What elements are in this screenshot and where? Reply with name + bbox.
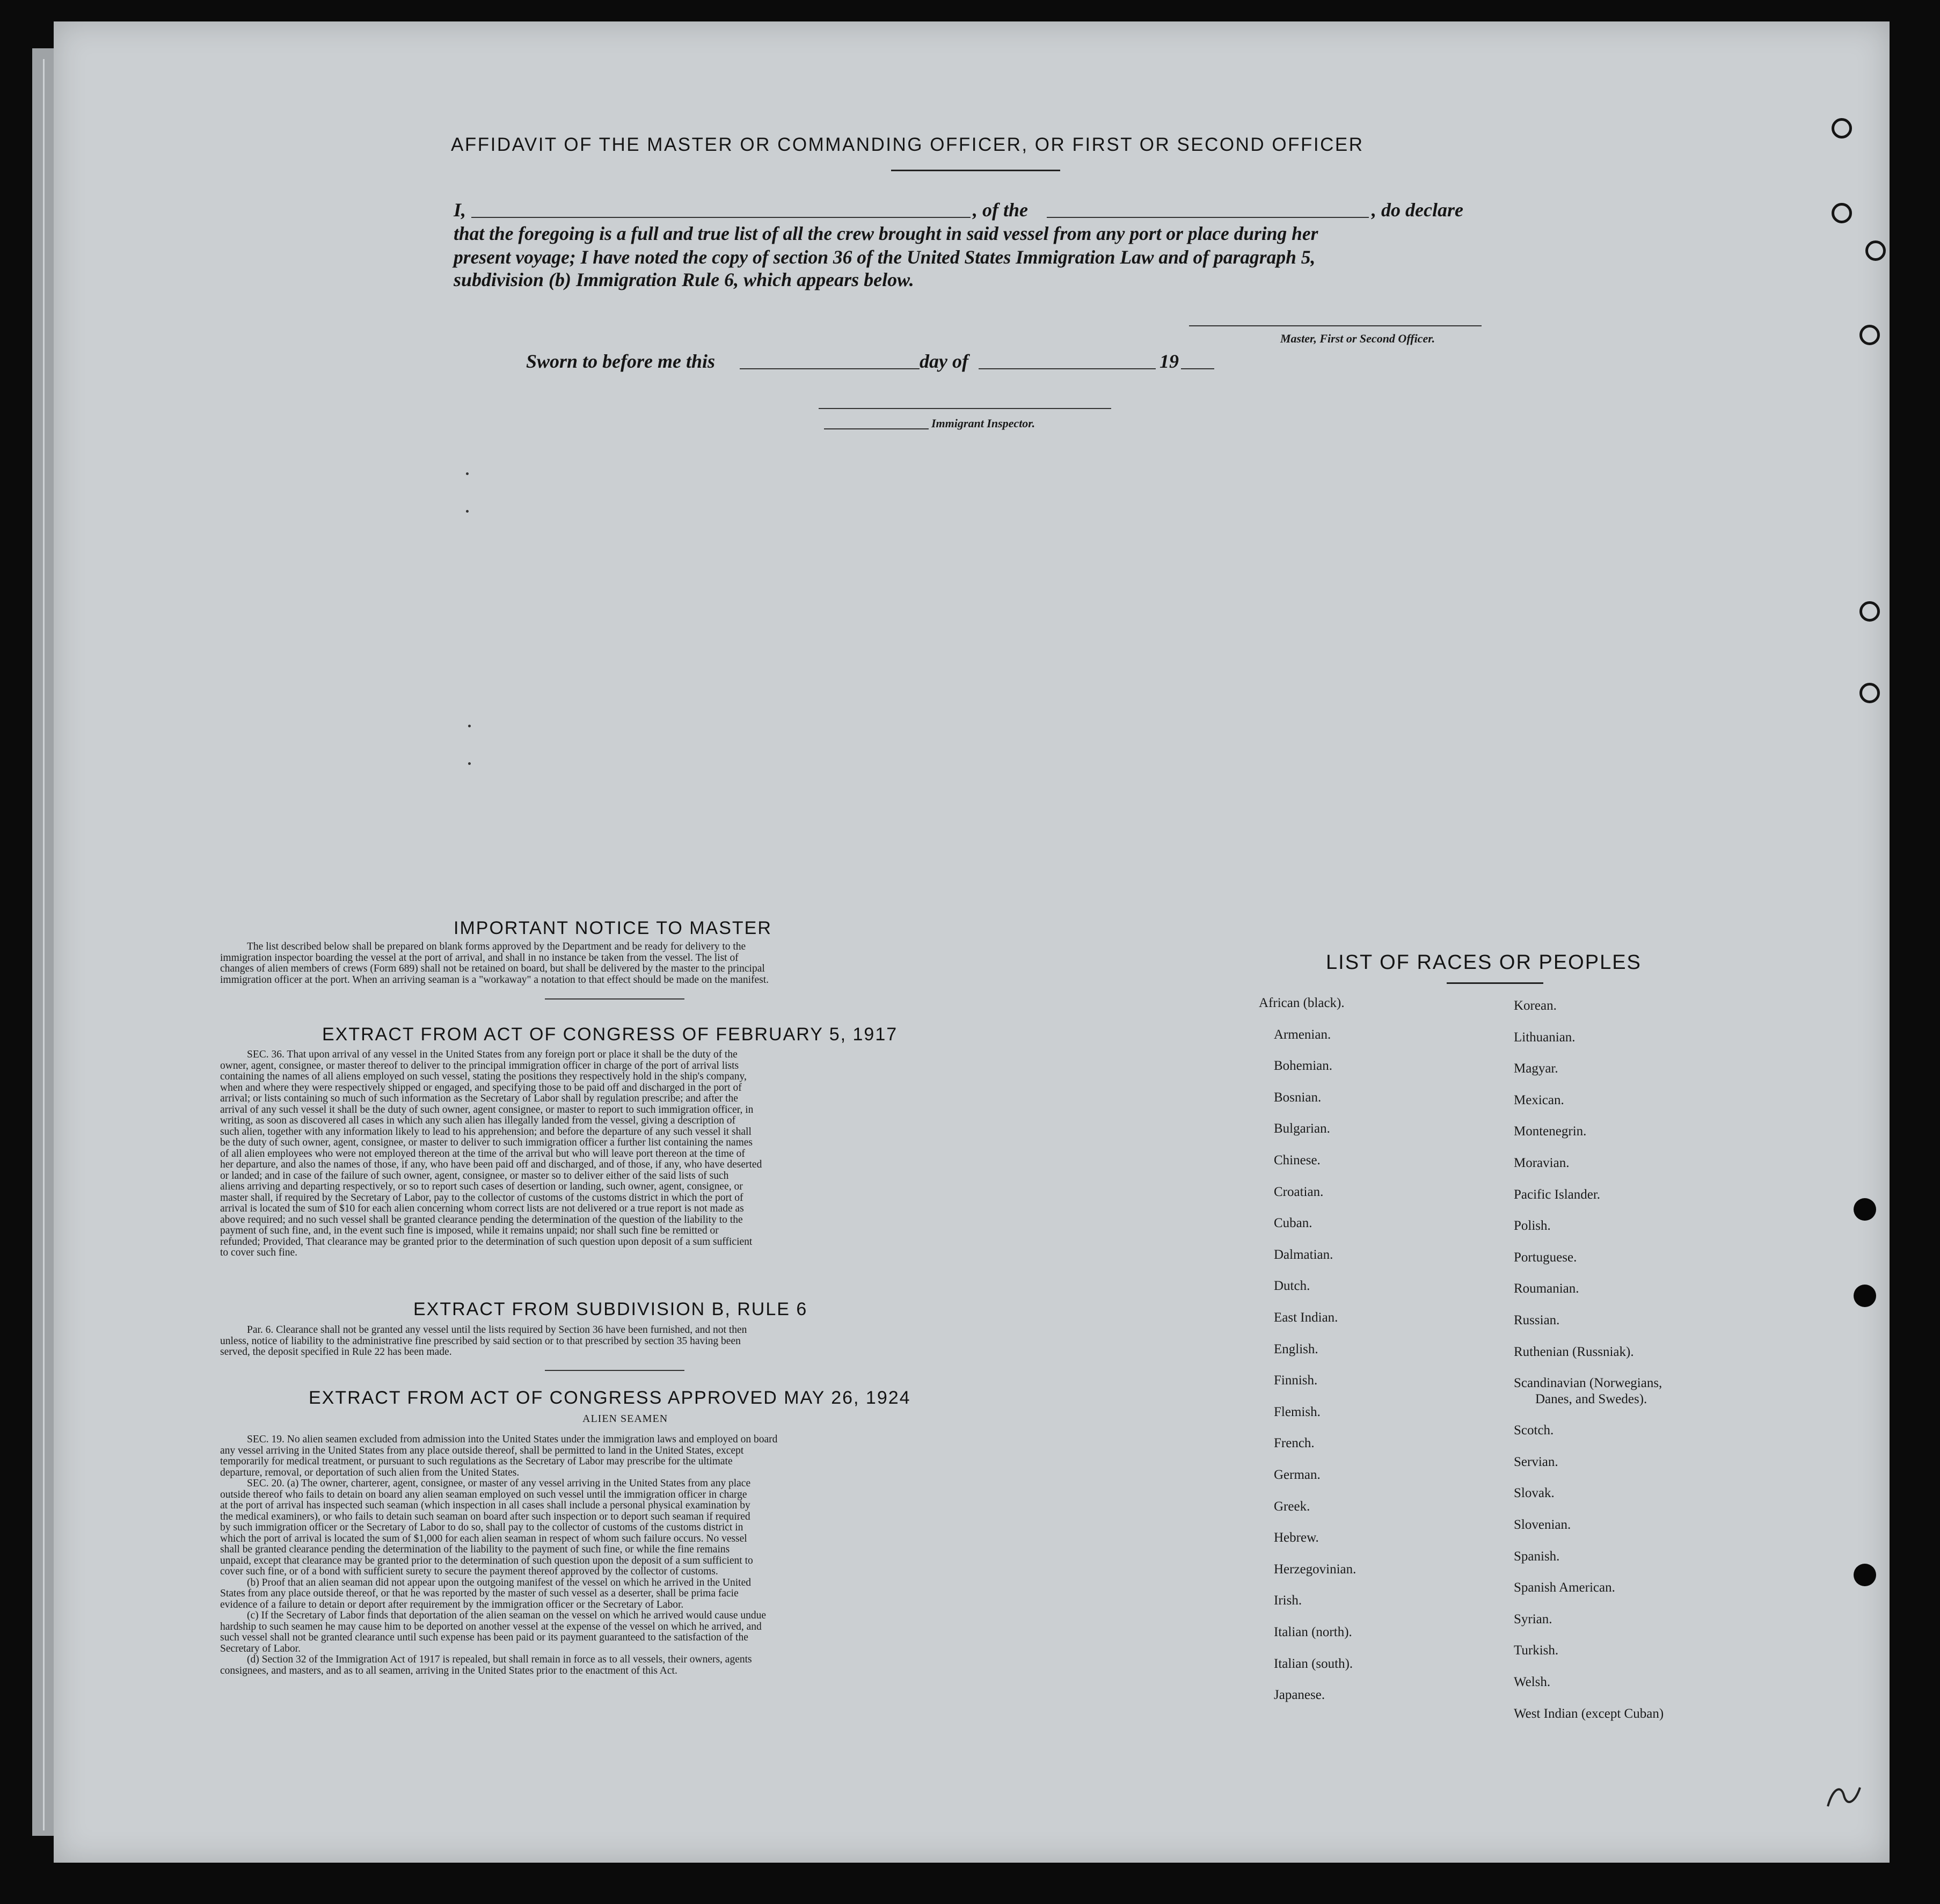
inspector-label: Immigrant Inspector. bbox=[931, 417, 1035, 430]
race-item: Turkish. bbox=[1514, 1643, 1559, 1658]
day-blank-line bbox=[740, 368, 920, 369]
extract-1917-line: of all alien employees who were not employed thereon at the time of the arrival but who will leave port thereon at the time of bbox=[220, 1148, 745, 1159]
affidavit-line-4: subdivision (b) Immigration Rule 6, which appears below. bbox=[454, 269, 914, 290]
notice-line: changes of alien members of crews (Form 689) shall not be retained on board, but shall be delivered by the master to the principal bbox=[220, 963, 765, 974]
handwritten-mark-icon bbox=[1822, 1777, 1865, 1814]
race-item: Syrian. bbox=[1514, 1611, 1552, 1626]
name-blank-line bbox=[471, 217, 971, 218]
race-item: Welsh. bbox=[1514, 1675, 1551, 1689]
affidavit-title: AFFIDAVIT OF THE MASTER OR COMMANDING OFFICER, OR FIRST OR SECOND OFFICER bbox=[451, 134, 1364, 155]
title-underline bbox=[891, 170, 1060, 171]
race-item: Slovenian. bbox=[1514, 1518, 1571, 1532]
extract-1924-line: departure, removal, or deportation of such alien from the United States. bbox=[220, 1467, 520, 1478]
notice-line: The list described below shall be prepared on blank forms approved by the Department and be ready for delivery to the bbox=[247, 941, 746, 952]
year-label: 19 bbox=[1159, 351, 1179, 372]
race-item: Bohemian. bbox=[1274, 1059, 1333, 1074]
race-item: Scandinavian (Norwegians, bbox=[1514, 1376, 1662, 1391]
race-item: Chinese. bbox=[1274, 1153, 1321, 1168]
race-item: Ruthenian (Russniak). bbox=[1514, 1344, 1634, 1359]
extract-1917-line: to cover such fine. bbox=[220, 1247, 298, 1258]
race-item: Pacific Islander. bbox=[1514, 1187, 1601, 1202]
extract-1917-line: her departure, and also the names of those, if any, who have been paid off and discharged, and of those, if any, who have deserted bbox=[220, 1159, 762, 1170]
sworn-label: Sworn to before me this bbox=[526, 351, 716, 372]
separator bbox=[545, 998, 684, 1000]
punch-hole bbox=[1859, 325, 1880, 345]
race-item: Montenegrin. bbox=[1514, 1124, 1587, 1139]
master-label: Master, First or Second Officer. bbox=[1280, 332, 1435, 345]
extract-1924-line: temporarily for medical treatment, or pursuant to such regulations as the Secretary of Labor may prescribe for the ultimate bbox=[220, 1456, 733, 1467]
affidavit-line-3: present voyage; I have noted the copy of section 36 of the United States Immigration Law and of paragraph 5, bbox=[454, 246, 1316, 268]
extract-rule6-line: unless, notice of liability to the administrative fine prescribed by said section or to that prescribed by section 35 having been bbox=[220, 1335, 741, 1347]
extract-rule6-line: served, the deposit specified in Rule 22 has been made. bbox=[220, 1346, 452, 1358]
extract-1917-line: arrival; or lists containing so much of such information as the Secretary of Labor shall by regulation prescribe; and after the bbox=[220, 1093, 738, 1104]
extract-rule6-body bbox=[220, 1325, 1020, 1358]
races-title-underline bbox=[1447, 982, 1543, 984]
extract-1924-line: at the port of arrival has inspected such seaman (which inspection in all cases shall include a personal physical examination by bbox=[220, 1500, 750, 1511]
extract-1924-line: the medical examiners), or who fails to detain such seaman on board after such inspection or to deport such seaman if required bbox=[220, 1511, 750, 1522]
race-item: Magyar. bbox=[1514, 1061, 1558, 1076]
margin-dot bbox=[468, 762, 471, 765]
extract-1917-line: arrival of any such vessel it shall be the duty of such owner, agent consignee, or master to report to such immigration officer, in bbox=[220, 1104, 754, 1115]
extract-1917-body bbox=[220, 1049, 1020, 1259]
race-item: Lithuanian. bbox=[1514, 1030, 1576, 1045]
extract-1924-line: unpaid, except that clearance may be granted prior to the determination of such question upon the deposit of a sum sufficient to bbox=[220, 1555, 753, 1566]
extract-1917-title: EXTRACT FROM ACT OF CONGRESS OF FEBRUARY 5, 1917 bbox=[322, 1024, 898, 1045]
extract-1917-line: refunded; Provided, That clearance may be granted prior to the determination of such question upon deposit of a sum sufficient bbox=[220, 1236, 753, 1248]
extract-1917-line: master shall, if required by the Secretary of Labor, pay to the collector of customs of the customs district in which the port of bbox=[220, 1192, 743, 1203]
extract-1924-line: consignees, and masters, and as to all seamen, arriving in the United States prior to the enactment of this Act. bbox=[220, 1665, 677, 1676]
race-item: Roumanian. bbox=[1514, 1281, 1579, 1296]
extract-1924-line: Secretary of Labor. bbox=[220, 1643, 301, 1654]
extract-1924-line: (c) If the Secretary of Labor finds that deportation of the alien seaman on the vessel on which he arrived would cause undue bbox=[247, 1610, 767, 1621]
punch-hole-dark bbox=[1854, 1564, 1876, 1586]
race-item: Dalmatian. bbox=[1274, 1247, 1333, 1262]
race-item: Bosnian. bbox=[1274, 1090, 1322, 1105]
extract-1924-line: such vessel shall not be granted clearance until such expense has been paid or its payment guaranteed to the satisfaction of the bbox=[220, 1632, 748, 1643]
race-item: Italian (north). bbox=[1274, 1625, 1352, 1639]
notice-title: IMPORTANT NOTICE TO MASTER bbox=[454, 918, 772, 938]
extract-1917-line: when and where they were respectively shipped or engaged, and specifying those to be paid off and discharged in the port of bbox=[220, 1082, 742, 1093]
extract-1924-line: any vessel arriving in the United States from any place outside thereof, shall be permitted to land in the United States, except bbox=[220, 1445, 744, 1456]
margin-dot bbox=[466, 472, 469, 475]
affidavit-i-label: I, bbox=[454, 199, 466, 221]
year-blank-line bbox=[1181, 368, 1214, 369]
race-item: African (black). bbox=[1259, 996, 1345, 1010]
day-of-label: day of bbox=[920, 351, 968, 372]
extract-1917-line: arrival is located the sum of $10 for each alien concerning whom correct lists are not delivered or a true report is not made as bbox=[220, 1203, 744, 1214]
month-blank-line bbox=[979, 368, 1156, 369]
extract-1924-line: hardship to such seamen he may cause him to be deported on another vessel at the expense of the vessel on which he arrived, and bbox=[220, 1621, 762, 1632]
extract-1924-line: SEC. 20. (a) The owner, charterer, agent, consignee, or master of any vessel arriving in the United States from any place bbox=[247, 1478, 751, 1489]
extract-1924-line: which the port of arrival is located the sum of $1,000 for each alien seaman in respect of whom such failure occurs. No vessel bbox=[220, 1533, 747, 1544]
extract-1924-line: States from any place outside thereof, or that he was reported by the master of such vessel as a deserter, shall be prima facie bbox=[220, 1588, 739, 1599]
race-item: Korean. bbox=[1514, 998, 1557, 1013]
punch-hole bbox=[1832, 118, 1852, 138]
race-item: Portuguese. bbox=[1514, 1250, 1577, 1265]
margin-dot bbox=[468, 725, 471, 727]
master-signature-line bbox=[1189, 325, 1482, 326]
affidavit-do-declare: , do declare bbox=[1372, 199, 1463, 221]
race-item: Armenian. bbox=[1274, 1027, 1331, 1042]
affidavit-line-2: that the foregoing is a full and true list of all the crew brought in said vessel from any port or place during her bbox=[454, 223, 1318, 244]
extract-1924-line: (d) Section 32 of the Immigration Act of 1917 is repealed, but shall remain in force as to all vessels, their owners, agents bbox=[247, 1654, 752, 1665]
race-item: West Indian (except Cuban) bbox=[1514, 1706, 1664, 1721]
extract-1924-line: (b) Proof that an alien seaman did not appear upon the outgoing manifest of the vessel on which he arrived in the United bbox=[247, 1577, 751, 1588]
race-item: Russian. bbox=[1514, 1313, 1560, 1327]
extract-1917-line: writing, as soon as discovered all cases in which any such alien has illegally landed from the vessel, giving a description of bbox=[220, 1115, 736, 1126]
punch-hole bbox=[1832, 203, 1852, 223]
notice-line: immigration officer at the port. When an arriving seaman is a "workaway" a notation to that effect should be made on the manifest. bbox=[220, 974, 769, 986]
extract-1924-line: evidence of a failure to detain or deport after requirement by the immigration officer or the Secretary of Labor. bbox=[220, 1599, 684, 1610]
inspector-signature-line bbox=[819, 408, 1111, 409]
race-item: Greek. bbox=[1274, 1499, 1310, 1514]
extract-1924-subtitle: ALIEN SEAMEN bbox=[582, 1413, 668, 1425]
punch-hole bbox=[1859, 601, 1880, 622]
race-item: Hebrew. bbox=[1274, 1530, 1319, 1545]
notice-body bbox=[220, 942, 1020, 986]
race-item: Japanese. bbox=[1274, 1688, 1325, 1703]
extract-1917-line: be the duty of such owner, agent, consignee, or master to deliver to such immigration officer a further list containing the names bbox=[220, 1137, 753, 1148]
race-item: English. bbox=[1274, 1341, 1318, 1356]
extract-1917-line: SEC. 36. That upon arrival of any vessel in the United States from any foreign port or place it shall be the duty of the bbox=[247, 1049, 738, 1060]
extract-1917-line: above required; and no such vessel shall be granted clearance pending the determination of the question of the liability to the bbox=[220, 1214, 743, 1225]
inspector-dash bbox=[824, 428, 929, 429]
punch-hole-dark bbox=[1854, 1285, 1876, 1307]
race-item: Danes, and Swedes). bbox=[1535, 1392, 1647, 1407]
race-item: Croatian. bbox=[1274, 1184, 1324, 1199]
punch-hole bbox=[1865, 240, 1886, 261]
affidavit-of-the: , of the bbox=[973, 199, 1028, 221]
margin-dot bbox=[466, 510, 469, 513]
race-item: Bulgarian. bbox=[1274, 1121, 1330, 1136]
race-item: German. bbox=[1274, 1468, 1321, 1482]
race-item: Servian. bbox=[1514, 1454, 1558, 1469]
extract-1924-title: EXTRACT FROM ACT OF CONGRESS APPROVED MAY 26, 1924 bbox=[309, 1388, 911, 1408]
extract-1924-line: outside thereof who fails to detain on board any alien seaman employed on such vessel until the immigration officer in charge bbox=[220, 1489, 747, 1500]
race-item: Moravian. bbox=[1514, 1156, 1570, 1170]
extract-1917-line: containing the names of all aliens employed on such vessel, stating the positions they respectively hold in the ship's company, bbox=[220, 1071, 747, 1082]
race-item: Cuban. bbox=[1274, 1216, 1312, 1231]
race-item: Herzegovinian. bbox=[1274, 1562, 1356, 1577]
race-item: Finnish. bbox=[1274, 1373, 1318, 1388]
race-item: Irish. bbox=[1274, 1593, 1302, 1608]
notice-line: immigration inspector boarding the vessel at the port of arrival, and shall in no instance be taken from the vessel. The list of bbox=[220, 952, 739, 964]
extract-1924-line: by such immigration officer or the Secretary of Labor to do so, shall pay to the collector of customs of the customs district in bbox=[220, 1522, 743, 1533]
race-item: Dutch. bbox=[1274, 1279, 1310, 1294]
race-item: Slovak. bbox=[1514, 1486, 1555, 1501]
extract-1917-line: aliens arriving and departing respectively, or so to report such cases of desertion or landing, such owner, agent, consignee, or bbox=[220, 1181, 743, 1192]
extract-1917-line: or landed; and in case of the failure of such owner, agent, consignee, or master so to deliver either of the said lists of such bbox=[220, 1170, 729, 1181]
race-item: Flemish. bbox=[1274, 1404, 1321, 1419]
race-item: Mexican. bbox=[1514, 1092, 1564, 1107]
extract-rule6-line: Par. 6. Clearance shall not be granted any vessel until the lists required by Section 36 have been furnished, and not then bbox=[247, 1324, 747, 1336]
race-item: Spanish. bbox=[1514, 1549, 1560, 1564]
race-item: Spanish American. bbox=[1514, 1580, 1615, 1595]
races-title: LIST OF RACES OR PEOPLES bbox=[1326, 951, 1642, 974]
extract-1924-line: cover such fine, or of a bond with sufficient surety to secure the payment thereof approved by the collector of customs. bbox=[220, 1566, 718, 1577]
race-item: Polish. bbox=[1514, 1219, 1551, 1234]
race-item: Italian (south). bbox=[1274, 1656, 1353, 1671]
page-edge-line bbox=[43, 59, 45, 1830]
extract-1924-line: SEC. 19. No alien seamen excluded from admission into the United States under the immigration laws and employed on board bbox=[247, 1434, 778, 1445]
separator bbox=[545, 1370, 684, 1371]
punch-hole-dark bbox=[1854, 1198, 1876, 1221]
punch-hole bbox=[1859, 683, 1880, 703]
vessel-blank-line bbox=[1047, 217, 1369, 218]
race-item: Scotch. bbox=[1514, 1423, 1554, 1438]
extract-1917-line: owner, agent, consignee, or master thereof to deliver to the principal immigration officer in charge of the port of arrival lists bbox=[220, 1060, 739, 1071]
extract-1917-line: such alien, together with any information likely to lead to his apprehension; and before the departure of any such vessel it shall bbox=[220, 1126, 752, 1137]
extract-1917-line: payment of such fine, and, in the event such fine is imposed, while it remains unpaid; nor shall such fine be remitted or bbox=[220, 1225, 719, 1236]
race-item: French. bbox=[1274, 1436, 1315, 1451]
extract-1924-body bbox=[220, 1434, 1020, 1676]
extract-1924-line: shall be granted clearance pending the determination of the liability to the payment of such fine, or while the fine remains bbox=[220, 1544, 730, 1555]
race-item: East Indian. bbox=[1274, 1310, 1338, 1325]
extract-rule6-title: EXTRACT FROM SUBDIVISION B, RULE 6 bbox=[413, 1299, 808, 1319]
